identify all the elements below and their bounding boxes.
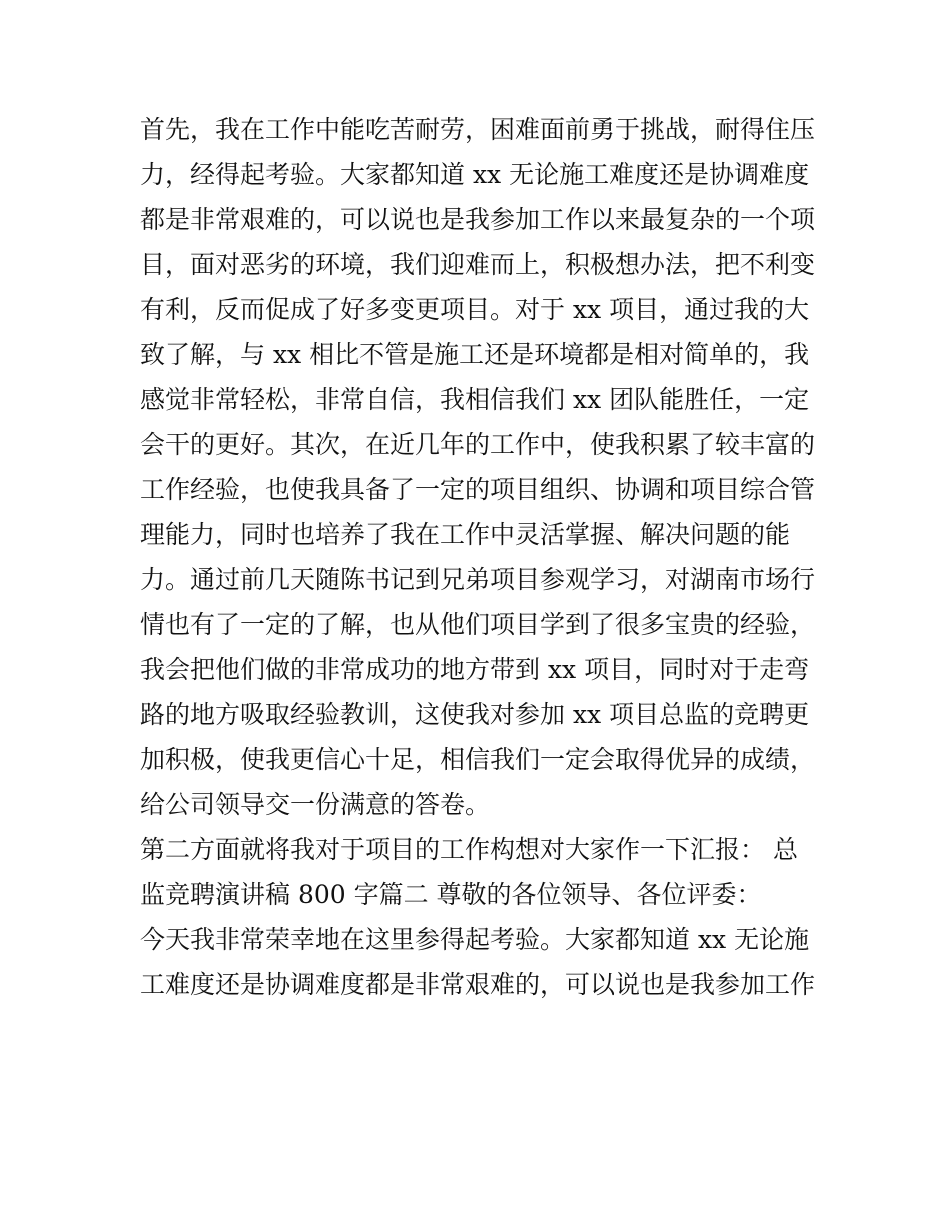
text-line: 都是非常艰难的，可以说也是我参加工作以来最复杂的一个项 [140,205,816,234]
paragraph-3 [140,917,820,1007]
text-line: 会干的更好。其次，在近几年的工作中，使我积累了较丰富的 [140,430,816,459]
text-line: 我会把他们做的非常成功的地方带到 xx 项目，同时对于走弯 [140,655,810,684]
text-line: 理能力，同时也培养了我在工作中灵活掌握、解决问题的能 [140,520,791,549]
text-line: 力。通过前几天随陈书记到兄弟项目参观学习，对湖南市场行 [140,565,816,594]
text-line: 有利，反而促成了好多变更项目。对于 xx 项目，通过我的大 [140,295,810,324]
text-line: 路的地方吸取经验教训，这使我对参加 xx 项目总监的竞聘更 [140,700,810,729]
text-line: 监竞聘演讲稿 800 字篇二 尊敬的各位领导、各位评委： [140,880,762,909]
text-line: 工难度还是协调难度都是非常艰难的，可以说也是我参加工作 [140,970,816,999]
text-line: 情也有了一定的了解，也从他们项目学到了很多宝贵的经验， [140,610,816,639]
text-line: 目，面对恶劣的环境，我们迎难而上，积极想办法，把不利变 [140,250,816,279]
paragraph-2 [140,827,820,917]
text-line: 工作经验，也使我具备了一定的项目组织、协调和项目综合管 [140,475,816,504]
text-line: 感觉非常轻松，非常自信，我相信我们 xx 团队能胜任，一定 [140,385,810,414]
text-line: 给公司领导交一份满意的答卷。 [140,790,491,819]
text-line: 力，经得起考验。大家都知道 xx 无论施工难度还是协调难度 [140,160,810,189]
text-line: 第二方面就将我对于项目的工作构想对大家作一下汇报： 总 [140,835,798,864]
text-line: 致了解，与 xx 相比不管是施工还是环境都是相对简单的，我 [140,340,810,369]
text-line: 首先，我在工作中能吃苦耐劳，困难面前勇于挑战，耐得住压 [140,115,816,144]
paragraph-1 [140,107,820,827]
text-line: 加积极，使我更信心十足，相信我们一定会取得优异的成绩， [140,745,816,774]
text-line: 今天我非常荣幸地在这里参得起考验。大家都知道 xx 无论施 [140,925,810,954]
body-text [140,107,820,1007]
